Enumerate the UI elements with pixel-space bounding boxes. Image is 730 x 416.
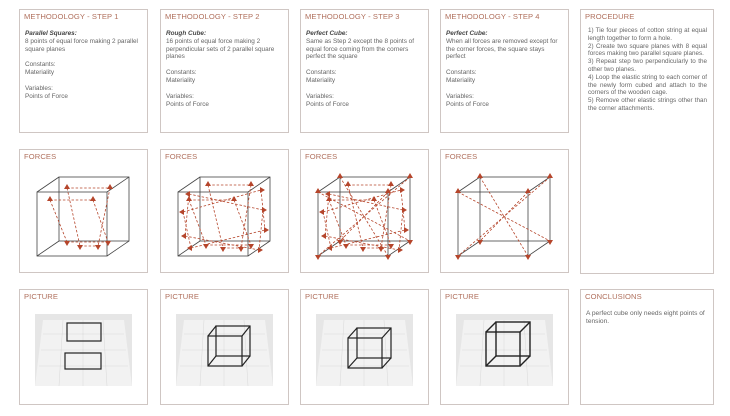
variables-value: Points of Force	[306, 100, 349, 108]
picture-title: PICTURE	[165, 292, 200, 301]
panel-title: METHODOLOGY - STEP 1	[24, 12, 119, 21]
step-subtitle: Perfect Cube:	[446, 30, 488, 37]
conclusions-panel	[580, 289, 714, 405]
constants-value: Materiality	[166, 76, 196, 84]
conclusions-title: CONCLUSIONS	[585, 292, 642, 301]
picture-step-4-panel	[440, 289, 569, 405]
variables-value: Points of Force	[166, 100, 209, 108]
methodology-step-1-panel	[19, 9, 148, 133]
forces-diagram-1	[20, 150, 149, 274]
panel-title: METHODOLOGY - STEP 2	[165, 12, 260, 21]
forces-title: FORCES	[305, 152, 338, 161]
procedure-step-3: 3) Repeat step two perpendicularly to the other two planes.	[588, 58, 707, 73]
constants-label: Constants:	[446, 69, 477, 77]
constants-value: Materiality	[446, 76, 476, 84]
forces-step-4-panel	[440, 149, 569, 273]
procedure-step-2: 2) Create two square planes with 8 equal forces making two parallel square planes.	[588, 42, 707, 58]
forces-diagram-2	[161, 150, 290, 274]
picture-title: PICTURE	[24, 292, 59, 301]
forces-title: FORCES	[24, 152, 57, 161]
photo-step-3	[316, 314, 413, 386]
constants-label: Constants:	[25, 61, 56, 69]
step-description: When all forces are removed except for the corner forces, the square stays perfect	[446, 37, 558, 61]
forces-title: FORCES	[165, 152, 198, 161]
step-description: 8 points of equal force making 2 parallel square planes	[25, 37, 138, 53]
forces-diagram-4	[441, 150, 570, 274]
variables-value: Points of Force	[446, 100, 489, 108]
picture-title: PICTURE	[305, 292, 340, 301]
photo-step-2	[176, 314, 273, 386]
picture-step-3-panel	[300, 289, 429, 405]
variables-label: Variables:	[25, 84, 53, 92]
variables-label: Variables:	[306, 92, 334, 100]
procedure-step-5: 5) Remove other elastic strings other than the corner attachments.	[588, 97, 707, 112]
forces-title: FORCES	[445, 152, 478, 161]
picture-step-1-panel	[19, 289, 148, 405]
forces-step-1-panel	[19, 149, 148, 273]
step-subtitle: Parallel Squares:	[25, 30, 77, 37]
constants-label: Constants:	[166, 69, 197, 77]
panel-title: METHODOLOGY - STEP 3	[305, 12, 400, 21]
procedure-step-4: 4) Loop the elastic string to each corner of the newly form cubed and attach to the corners of the wooden cage.	[588, 73, 707, 97]
photo-step-1	[35, 314, 132, 386]
forces-step-3-panel	[300, 149, 429, 273]
forces-diagram-3	[301, 150, 430, 274]
step-subtitle: Rough Cube:	[166, 30, 207, 37]
step-description: 16 points of equal force making 2 perpendicular sets of 2 parallel square planes	[166, 37, 275, 61]
photo-step-4	[456, 314, 553, 386]
panel-title: METHODOLOGY - STEP 4	[445, 12, 540, 21]
step-description: Same as Step 2 except the 8 points of equal force coming from the corners perfect the square	[306, 37, 414, 61]
conclusions-text: A perfect cube only needs eight points of tension.	[586, 310, 705, 325]
methodology-step-4-panel	[440, 9, 569, 133]
variables-value: Points of Force	[25, 92, 68, 100]
constants-value: Materiality	[25, 69, 55, 77]
procedure-step-1: 1) Tie four pieces of cotton string at equal length together to form a hole.	[588, 27, 707, 42]
procedure-panel	[580, 9, 714, 274]
variables-label: Variables:	[166, 92, 194, 100]
methodology-step-3-panel	[300, 9, 429, 133]
procedure-title: PROCEDURE	[585, 12, 635, 21]
variables-label: Variables:	[446, 92, 474, 100]
forces-step-2-panel	[160, 149, 289, 273]
picture-step-2-panel	[160, 289, 289, 405]
step-subtitle: Perfect Cube:	[306, 30, 348, 37]
picture-title: PICTURE	[445, 292, 480, 301]
constants-label: Constants:	[306, 69, 337, 77]
constants-value: Materiality	[306, 76, 336, 84]
methodology-step-2-panel	[160, 9, 289, 133]
